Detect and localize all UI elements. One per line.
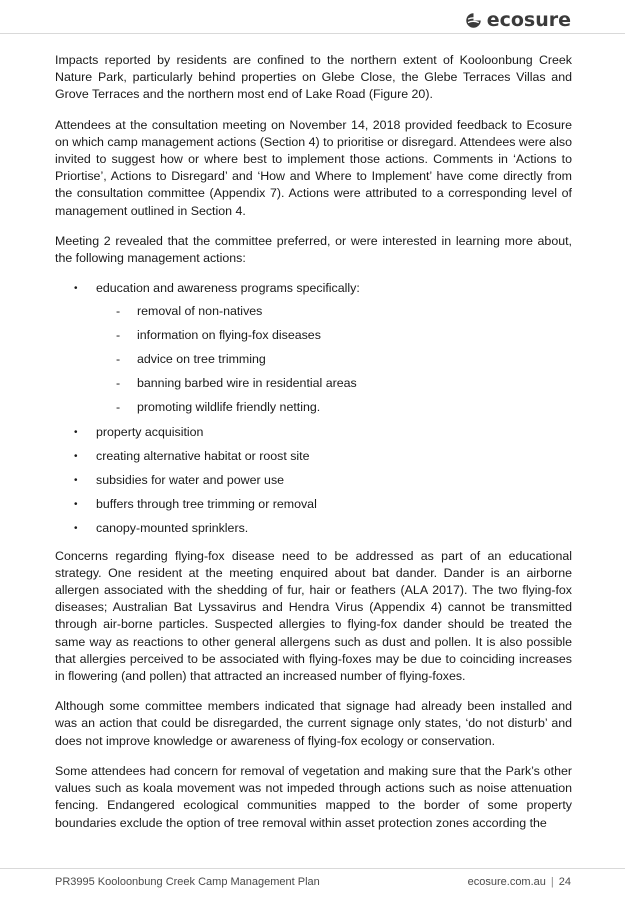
list-item — [55, 280, 572, 416]
paragraph-signage: Although some committee members indicated that signage had already been installed and was an action that could be disregarded, the current signage only states, ‘do not disturb’ and does not improve knowledge or awareness of flying-fox ecology or conservation. — [55, 699, 572, 748]
sublist-item: - banning barbed wire in residential areas — [96, 375, 572, 392]
paragraph-meeting-2: Meeting 2 revealed that the committee preferred, or were interested in learning more about, the following management actions: — [55, 233, 572, 266]
sublist-item: - promoting wildlife friendly netting. — [96, 399, 572, 416]
body-content — [55, 52, 572, 845]
list-item: • property acquisition — [55, 424, 572, 441]
header-divider — [0, 33, 625, 34]
page-number: 24 — [558, 876, 571, 888]
sublist-item: - information on flying-fox diseases — [96, 327, 572, 344]
list-item: • creating alternative habitat or roost site — [55, 448, 572, 465]
sublist-item: - advice on tree trimming — [96, 351, 572, 368]
list-item: • buffers through tree trimming or removal — [55, 496, 572, 513]
list-item-label: education and awareness programs specifically: — [96, 281, 360, 296]
list-item: • subsidies for water and power use — [55, 472, 572, 489]
brand-logo — [465, 10, 571, 30]
footer-document-title: PR3995 Kooloonbung Creek Camp Management Plan — [55, 876, 320, 888]
paragraph-vegetation: Some attendees had concern for removal of vegetation and making sure that the Park’s other values such as koala movement was not impeded through actions such as noise attenuation fencing. Endangered ecological communities mapped to the border of some property boundaries exclude the option of tree removal within asset protection zones according the — [55, 763, 572, 830]
ecosure-logo-icon — [465, 12, 482, 29]
sublist-item: - removal of non-natives — [96, 303, 572, 320]
footer-website: ecosure.com.au — [467, 876, 546, 888]
logo-text: ecosure — [486, 9, 571, 31]
footer-divider — [0, 868, 625, 869]
footer-site-page — [468, 876, 571, 888]
paragraph-disease: Concerns regarding flying-fox disease need to be addressed as part of an educational strategy. One resident at the meeting enquired about bat dander. Dander is an airborne allergen associated with the shedding of fur, hair or feathers (ALA 2017). The two flying-fox diseases; Australian Bat Lyssavirus and Hendra Virus (Appendix 4) cannot be transmitted through air-borne particles. Suspected allergies to flying-fox dander should be treated the same way as reactions to other general allergens such as dust and pollen. It is also possible that allergies perceived to be associated with flying-foxes may be due to coinciding increases in flowering (and pollen) that attracted an increased number of flying-foxes. — [55, 548, 572, 684]
list-item: • canopy-mounted sprinklers. — [55, 520, 572, 537]
education-sublist — [96, 303, 572, 416]
paragraph-impacts: Impacts reported by residents are confined to the northern extent of Kooloonbung Creek Nature Park, particularly behind properties on Glebe Close, the Glebe Terraces Villas and Grove Terraces and the northern most end of Lake Road (Figure 20). — [55, 53, 572, 102]
paragraph-consultation: Attendees at the consultation meeting on November 14, 2018 provided feedback to Ecosure on which camp management actions (Section 4) to prioritise or disregard. Attendees were also invited to suggest how or where best to implement those actions. Comments in ‘Actions to Priortise’, Actions to Disregard’ and ‘How and Where to Implement’ have come directly from the consultation committee (Appendix 7). Actions were attributed to a corresponding level of management outlined in Section 4. — [55, 117, 572, 218]
footer-separator: | — [550, 876, 554, 888]
management-actions-list — [55, 280, 572, 537]
